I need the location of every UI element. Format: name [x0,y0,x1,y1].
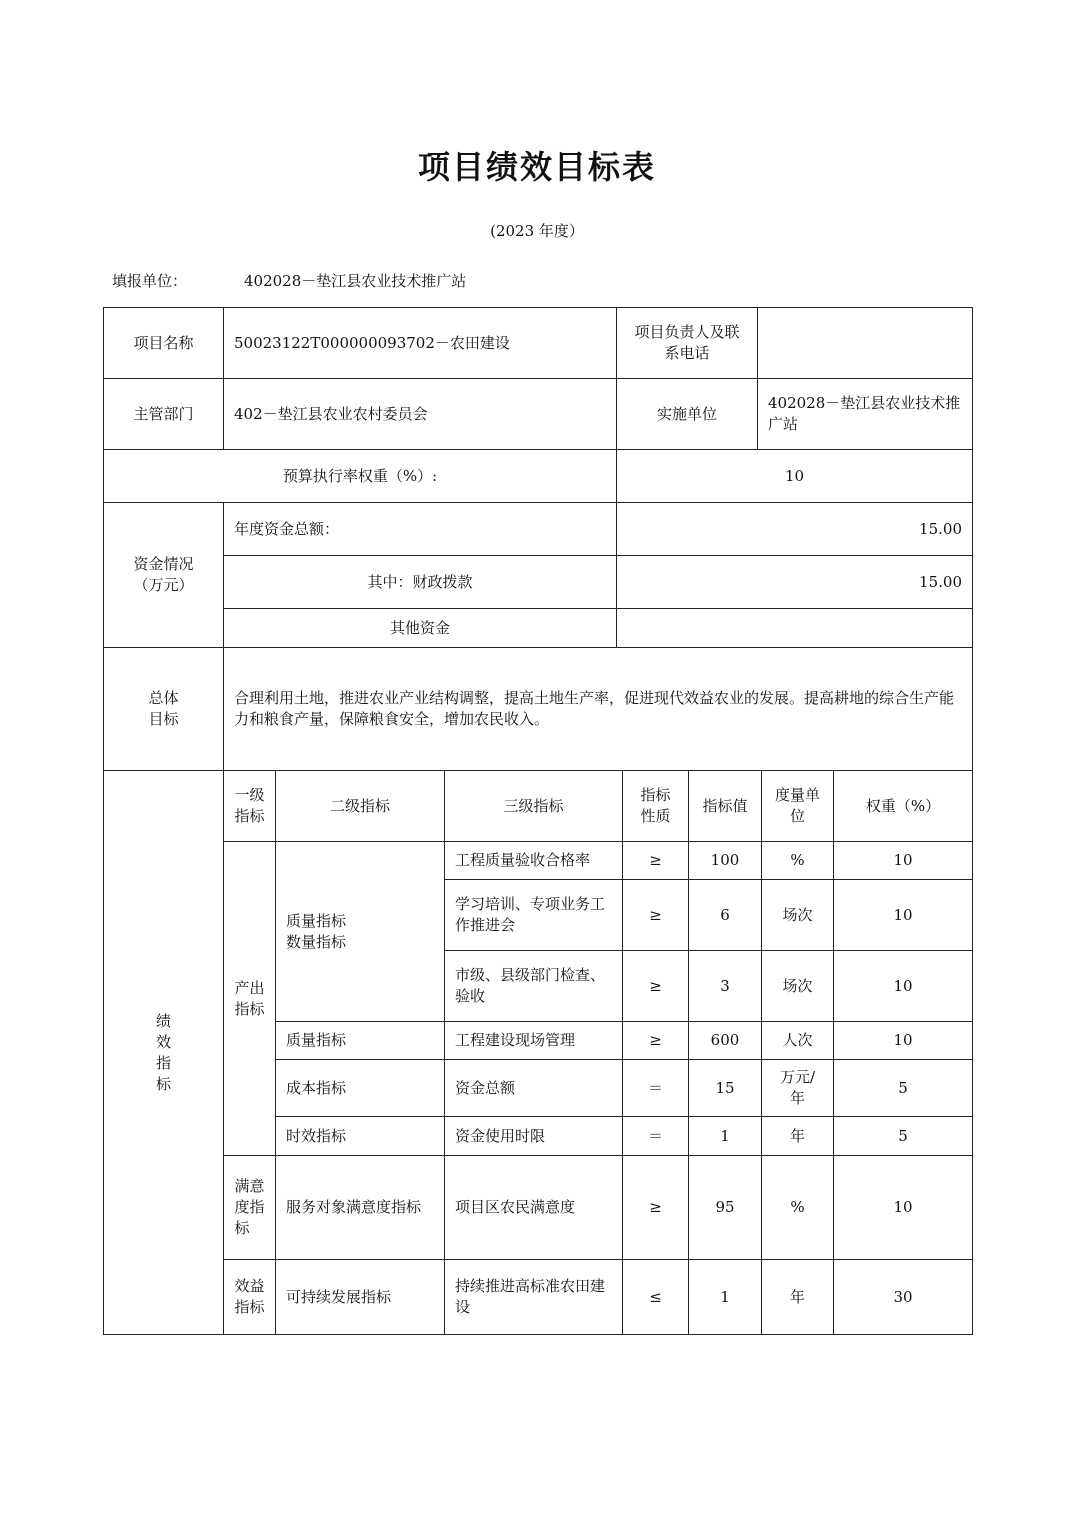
row-6-nature: ≥ [622,1155,689,1260]
row-1-weight: 10 [833,879,973,951]
row-7-weight: 30 [833,1259,973,1335]
funds-total-value: 15.00 [616,502,973,556]
row-7-value: 1 [688,1259,762,1335]
project-leader-value [757,307,973,379]
funds-fiscal-label: 其中：财政拨款 [223,555,617,609]
row-0-level3: 工程质量验收合格率 [444,841,623,880]
goal-text: 合理利用土地，推进农业产业结构调整，提高土地生产率，促进现代效益农业的发展。提高耕地的综合生产能力和粮食产量，保障粮食安全，增加农民收入。 [223,647,973,771]
funds-fiscal-value: 15.00 [616,555,973,609]
group-benefit-label: 效益指标 [223,1259,276,1335]
dept-label: 主管部门 [103,378,224,450]
header-value: 指标值 [688,770,762,842]
row-6-weight: 10 [833,1155,973,1260]
row-4-level2: 成本指标 [275,1059,445,1117]
row-6-value: 95 [688,1155,762,1260]
row-7-level3: 持续推进高标准农田建设 [444,1259,623,1335]
row-7-unit: 年 [761,1259,834,1335]
funds-label: 资金情况（万元） [103,502,224,648]
dept-value: 402－垫江县农业农村委员会 [223,378,617,450]
header-nature: 指标性质 [622,770,689,842]
row-5-nature: ＝ [622,1116,689,1156]
budget-rate-value: 10 [616,449,973,503]
row-4-weight: 5 [833,1059,973,1117]
year-label: (2023 年度） [490,222,584,240]
row-3-value: 600 [688,1021,762,1060]
budget-rate-label: 预算执行率权重（%）: [103,449,617,503]
row-0-value: 100 [688,841,762,880]
goal-label: 总体目标 [103,647,224,771]
row-3-level2: 质量指标 [275,1021,445,1060]
row-1-unit: 场次 [761,879,834,951]
row-1-value: 6 [688,879,762,951]
row-6-level2: 服务对象满意度指标 [275,1155,445,1260]
indicators-section-label: 绩效指标 [103,770,224,1335]
page-title: 项目绩效目标表 [417,148,656,186]
impl-label: 实施单位 [616,378,758,450]
level2-quality-quantity: 质量指标 数量指标 [275,841,445,1022]
header-level3: 三级指标 [444,770,623,842]
row-2-unit: 场次 [761,950,834,1022]
row-4-level3: 资金总额 [444,1059,623,1117]
row-5-level3: 资金使用时限 [444,1116,623,1156]
project-name-value: 50023122T000000093702－农田建设 [223,307,617,379]
header-unit: 度量单位 [761,770,834,842]
row-3-nature: ≥ [622,1021,689,1060]
header-weight: 权重（%） [833,770,973,842]
row-5-weight: 5 [833,1116,973,1156]
row-0-nature: ≥ [622,841,689,880]
impl-value: 402028－垫江县农业技术推广站 [757,378,973,450]
row-2-level3: 市级、县级部门检查、验收 [444,950,623,1022]
fill-unit-label: 填报单位： [112,272,188,290]
row-1-nature: ≥ [622,879,689,951]
performance-table [103,307,973,1335]
row-2-value: 3 [688,950,762,1022]
row-7-nature: ≤ [622,1259,689,1335]
header-level1: 一级指标 [223,770,276,842]
row-0-weight: 10 [833,841,973,880]
row-7-level2: 可持续发展指标 [275,1259,445,1335]
row-4-nature: ＝ [622,1059,689,1117]
row-5-level2: 时效指标 [275,1116,445,1156]
row-4-value: 15 [688,1059,762,1117]
group-satisfaction-label: 满意度指标 [223,1155,276,1260]
row-3-unit: 人次 [761,1021,834,1060]
project-name-label: 项目名称 [103,307,224,379]
row-5-value: 1 [688,1116,762,1156]
row-5-unit: 年 [761,1116,834,1156]
row-1-level3: 学习培训、专项业务工作推进会 [444,879,623,951]
funds-other-label: 其他资金 [223,608,617,648]
row-4-unit: 万元/年 [761,1059,834,1117]
row-3-weight: 10 [833,1021,973,1060]
row-6-unit: % [761,1155,834,1260]
row-2-nature: ≥ [622,950,689,1022]
row-3-level3: 工程建设现场管理 [444,1021,623,1060]
header-level2: 二级指标 [275,770,445,842]
project-leader-label: 项目负责人及联系电话 [616,307,758,379]
group-output-label: 产出指标 [223,841,276,1156]
row-0-unit: % [761,841,834,880]
funds-other-value [616,608,973,648]
row-2-weight: 10 [833,950,973,1022]
fill-unit-value: 402028－垫江县农业技术推广站 [244,272,467,290]
row-6-level3: 项目区农民满意度 [444,1155,623,1260]
funds-total-label: 年度资金总额： [223,502,617,556]
